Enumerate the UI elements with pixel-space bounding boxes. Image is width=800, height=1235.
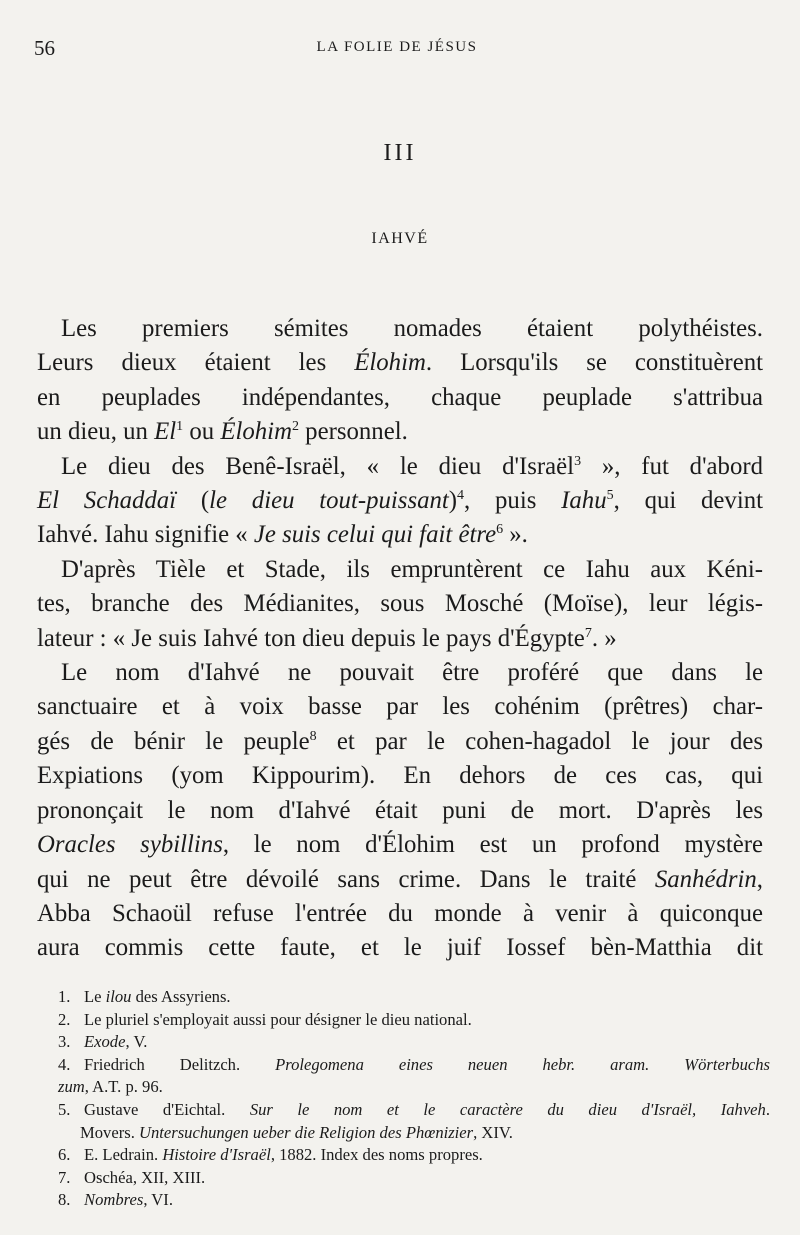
page-header [34,36,760,60]
text-line: Expiations (yom Kippourim). En dehors de ces cas, qui [37,762,763,790]
section-numeral: III [383,140,417,166]
text-line: Le dieu des Benê-Israël, « le dieu d'Israël$^3$ », fut d'abord [61,452,763,480]
text-line: en peuplades indépendantes, chaque peuplade s'attribua [37,383,763,411]
footnote-1: 1. Le ilou des Assyriens. [58,987,231,1006]
footnote-4: 4. Friedrich Delitzch. Prolegomena eines neuen hebr. aram. Wörterbuchs [58,1054,770,1074]
text-line: Les premiers sémites nomades étaient polythéistes. [61,315,763,342]
text-line: Iahvé. Iahu signifie « Je suis celui qui fait être$^6$ ». [37,521,528,549]
page-number: 56 [34,36,55,60]
footnote-ref: 1 [176,419,184,435]
footnote-5: 5. Gustave d'Eichtal. Sur le nom et le caractère du dieu d'Israël, Iahveh. [58,1099,770,1119]
text-line: tes, branche des Médianites, sous Mosché (Moïse), leur légis- [37,590,763,618]
footnote-6: 6. E. Ledrain. Histoire d'Israël, 1882. Index des noms propres. [58,1145,483,1165]
footnotes [58,986,770,1212]
footnote-ref: 6 [496,522,504,538]
text-line: gés de bénir le peuple$^8$ et par le cohen-hagadol le jour des [37,727,764,755]
text-line: prononçait le nom d'Iahvé était puni de mort. D'après les [37,796,763,824]
paragraph-3 [37,553,763,656]
section-title: IAHVÉ [371,230,429,247]
paragraph-1 [37,312,763,450]
footnote-ref: 5 [606,488,614,504]
text-line: sanctuaire et à voix basse par les cohénim (prêtres) char- [37,693,763,721]
footnote-ref: 2 [291,419,299,435]
footnote-8: 8. Nombres, VI. [58,1190,173,1210]
footnote-ref: 7 [584,625,592,641]
footnote-ref: 8 [309,728,317,744]
footnote-7: 7. Oschéa, XII, XIII. [58,1167,206,1187]
footnote-4-continued: zum, A.T. p. 96. [58,1077,163,1097]
footnote-3: 3. Exode, V. [58,1032,148,1052]
paragraph-4 [37,656,763,966]
text-line: lateur : « Je suis Iahvé ton dieu depuis le pays d'Égypte$^7$. » [37,624,617,652]
running-title: LA FOLIE DE JÉSUS [316,39,478,55]
paragraph-2 [37,450,763,553]
footnote-ref: 4 [457,488,465,504]
text-line: Leurs dieux étaient les Élohim. Lorsqu'ils se constituèrent [37,349,763,377]
body-text [37,312,763,966]
text-line: Le nom d'Iahvé ne pouvait être proféré que dans le [61,659,763,687]
text-line: Oracles sybillins, le nom d'Élohim est un profond mystère [37,831,764,859]
text-line: El Schaddaï (le dieu tout-puissant)$^4$, puis Iahu$^5$, qui devint [37,487,764,515]
footnote-2: 2. Le pluriel s'employait aussi pour désigner le dieu national. [58,1009,472,1029]
footnote-ref: 3 [574,453,582,469]
footnote-5-continued: Movers. Untersuchungen ueber die Religion des Phœnizier, XIV. [80,1122,513,1142]
text-line: aura commis cette faute, et le juif Iossef bèn-Matthia dit [37,934,763,962]
text-line: D'après Tièle et Stade, ils empruntèrent ce Iahu aux Kéni- [61,555,763,583]
text-line: Abba Schaoül refuse l'entrée du monde à venir à quiconque [37,899,763,927]
text-line: qui ne peut être dévoilé sans crime. Dans le traité Sanhédrin, [37,865,763,893]
text-line: un dieu, un El$^1$ ou Élohim$^2$ personnel. [37,418,408,446]
